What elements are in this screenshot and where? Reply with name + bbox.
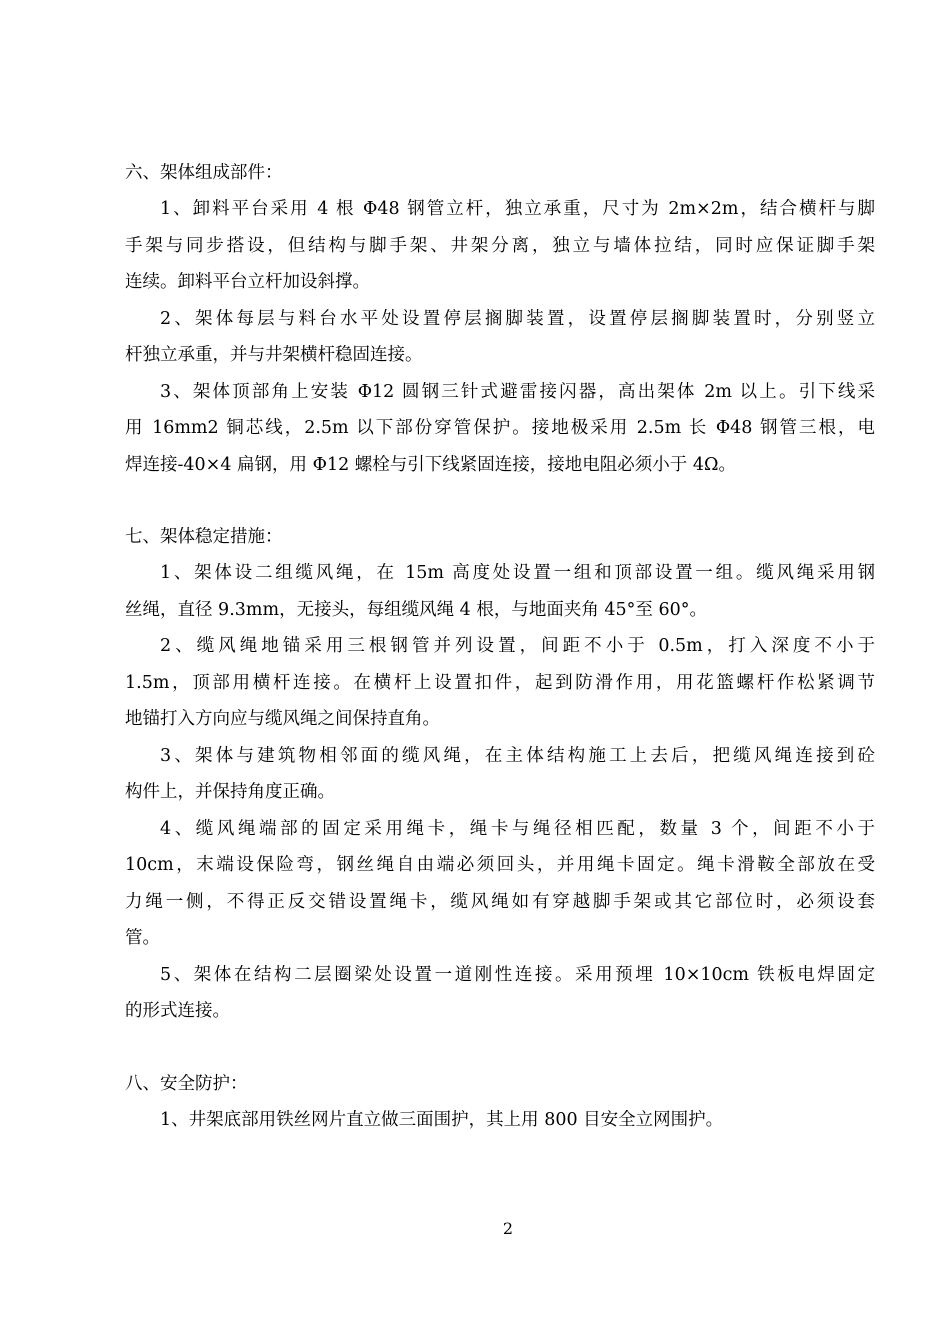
section-7 (125, 519, 875, 1030)
text-line: 1、卸料平台采用 4 根 Φ48 钢管立杆，独立承重，尺寸为 2m×2m，结合横杆与脚 (160, 199, 875, 219)
section-6 (125, 155, 875, 483)
text-line: 3、架体顶部角上安装 Φ12 圆钢三针式避雷接闪器，高出架体 2m 以上。引下线采 (160, 381, 875, 402)
text-line: 2、架体每层与料台水平处设置停层搁脚装置，设置停层搁脚装置时，分别竖立 (160, 308, 875, 329)
text-line: 4、缆风绳端部的固定采用绳卡，绳卡与绳径相匹配，数量 3 个，间距不小于 (160, 818, 875, 839)
document-body (125, 155, 875, 1138)
section-spacer (125, 483, 875, 519)
text-line: 手架与同步搭设，但结构与脚手架、井架分离，独立与墙体拉结，同时应保证脚手架 (125, 235, 875, 256)
paragraph (125, 738, 875, 811)
paragraph (125, 191, 875, 301)
text-line: 连续。卸料平台立杆加设斜撑。 (125, 272, 370, 292)
text-line: 1、井架底部用铁丝网片直立做三面围护，其上用 800 目安全立网围护。 (160, 1109, 724, 1130)
paragraph (125, 374, 875, 484)
paragraph (125, 301, 875, 374)
text-line: 焊连接-40×4 扁钢，用 Φ12 螺栓与引下线紧固连接，接地电阻必须小于 4Ω。 (125, 454, 736, 475)
paragraph (125, 1102, 875, 1139)
text-line: 的形式连接。 (125, 1001, 230, 1021)
paragraph (125, 811, 875, 957)
text-line: 10cm，末端设保险弯，钢丝绳自由端必须回头，并用绳卡固定。绳卡滑鞍全部放在受 (125, 855, 875, 875)
section-heading: 六、架体组成部件： (125, 163, 283, 183)
section-spacer (125, 1030, 875, 1066)
text-line: 1、架体设二组缆风绳，在 15m 高度处设置一组和顶部设置一组。缆风绳采用钢 (160, 563, 875, 583)
text-line: 2、缆风绳地锚采用三根钢管并列设置，间距不小于 0.5m，打入深度不小于 (160, 636, 875, 656)
text-line: 丝绳，直径 9.3mm，无接头，每组缆风绳 4 根，与地面夹角 45°至 60°。 (125, 599, 708, 620)
text-line: 杆独立承重，并与井架横杆稳固连接。 (125, 345, 423, 365)
text-line: 1.5m，顶部用横杆连接。在横杆上设置扣件，起到防滑作用，用花篮螺杆作松紧调节 (125, 672, 875, 693)
text-line: 用 16mm2 铜芯线，2.5m 以下部份穿管保护。接地极采用 2.5m 长 Φ48 钢管三根，电 (125, 418, 875, 438)
text-line: 地锚打入方向应与缆风绳之间保持直角。 (125, 709, 440, 729)
paragraph (125, 555, 875, 628)
text-line: 构件上，并保持角度正确。 (125, 782, 335, 802)
paragraph (125, 628, 875, 738)
text-line: 3、架体与建筑物相邻面的缆风绳，在主体结构施工上去后，把缆风绳连接到砼 (160, 745, 875, 766)
section-heading: 八、安全防护： (125, 1073, 248, 1094)
text-line: 管。 (125, 928, 160, 948)
text-line: 5、架体在结构二层圈梁处设置一道刚性连接。采用预埋 10×10cm 铁板电焊固定 (160, 964, 875, 985)
section-8 (125, 1066, 875, 1139)
paragraph (125, 957, 875, 1030)
section-heading: 七、架体稳定措施： (125, 527, 283, 547)
text-line: 力绳一侧，不得正反交错设置绳卡，缆风绳如有穿越脚手架或其它部位时，必须设套 (125, 891, 875, 912)
page-number: 2 (502, 1219, 514, 1238)
